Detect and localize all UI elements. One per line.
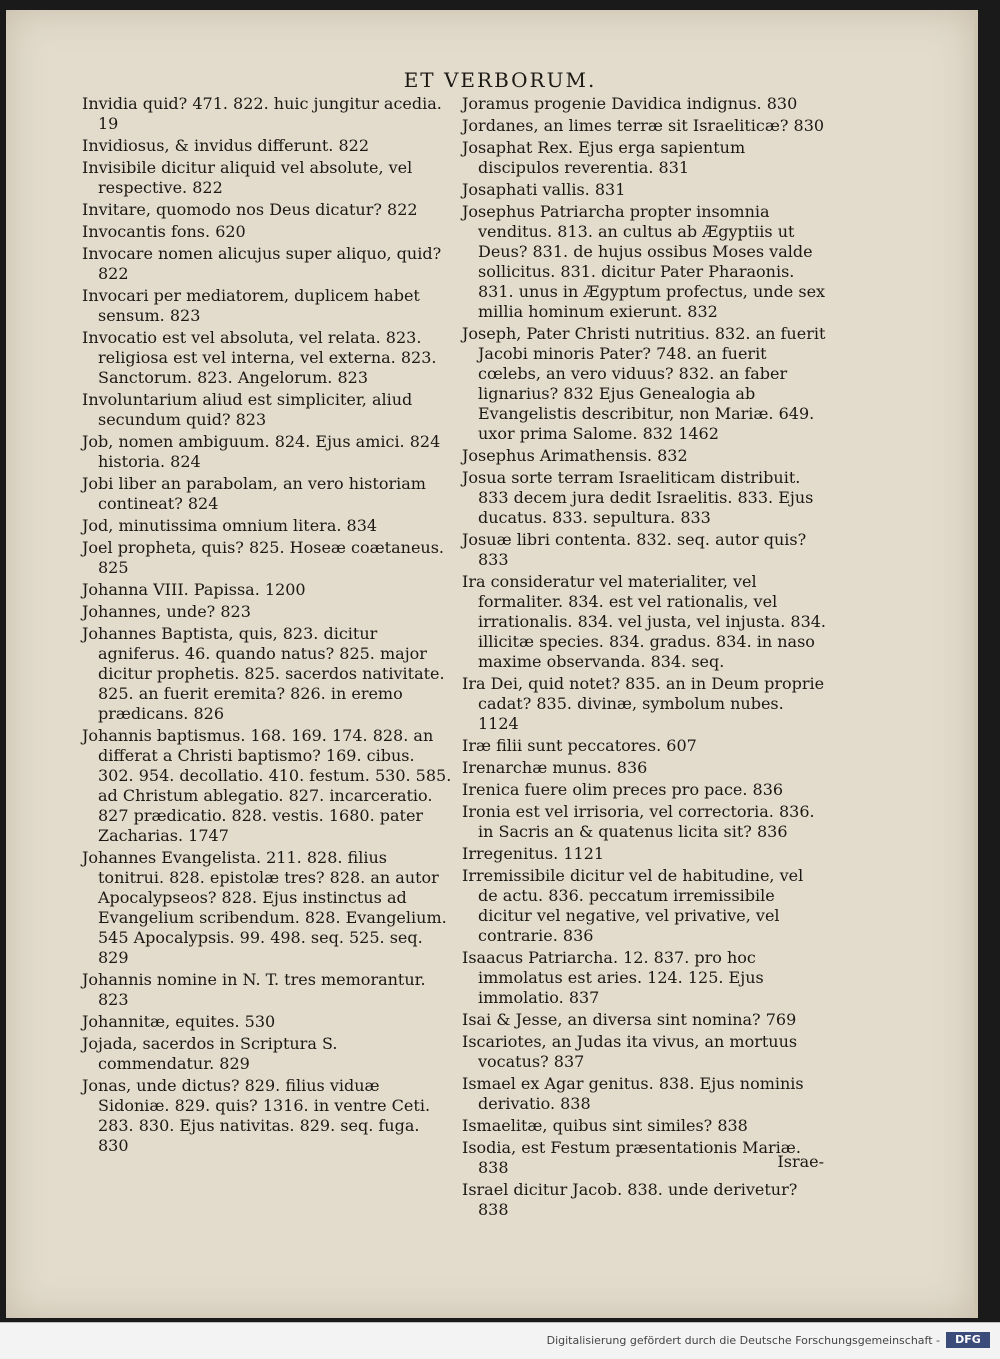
index-entry: Job, nomen ambiguum. 824. Ejus amici. 824 historia. 824: [82, 432, 441, 471]
index-entry: Jojada, sacerdos in Scriptura S. commendatur. 829: [82, 1034, 338, 1073]
index-entry: Irregenitus. 1121: [462, 844, 605, 863]
index-entry: Iscariotes, an Judas ita vivus, an mortuus vocatus? 837: [462, 1032, 798, 1071]
index-entry: Invocantis fons. 620: [82, 222, 246, 241]
index-entry: Johannis nomine in N. T. tres memorantur. 823: [82, 970, 426, 1009]
index-entry: Josephus Patriarcha propter insomnia venditus. 813. an cultus ab Ægyptiis ut Deus? 831. de hujus ossibus Moses valde sollicitus. 831. dicitur Pater Pharaonis. 831. unus in Ægyptum profectus, unde sex millia hominum exierunt. 832: [462, 202, 826, 321]
index-entry: Ismael ex Agar genitus. 838. Ejus nominis derivatio. 838: [462, 1074, 804, 1113]
index-entry: Johannes Baptista, quis, 823. dicitur agniferus. 46. quando natus? 825. major dicitur prophetis. 825. sacerdos nativitate. 825. an fuerit eremita? 826. in eremo prædicans. 826: [82, 624, 445, 723]
index-entry: Irenica fuere olim preces pro pace. 836: [462, 780, 784, 799]
index-entry: Josuæ libri contenta. 832. seq. autor quis? 833: [462, 530, 807, 569]
index-entry: Israel dicitur Jacob. 838. unde derivetur? 838: [462, 1180, 798, 1219]
index-column-left: [82, 94, 454, 1158]
index-entry: Invocatio est vel absoluta, vel relata. 823. religiosa est vel interna, vel externa. 823. Sanctorum. 823. Angelorum. 823: [82, 328, 437, 387]
index-entry: Ira consideratur vel materialiter, vel formaliter. 834. est vel rationalis, vel irrationalis. 834. vel justa, vel injusta. 834. illicitæ species. 834. gradus. 834. in naso maxime observanda. 834. seq.: [462, 572, 827, 671]
index-entry: Isodia, est Festum præsentationis Mariæ. 838: [462, 1138, 801, 1177]
index-entry: Joseph, Pater Christi nutritius. 832. an fuerit Jacobi minoris Pater? 748. an fuerit cœlebs, an vero viduus? 832. an faber lignarius? 832 Ejus Genealogia ab Evangelistis describitur, non Mariæ. 649. uxor prima Salome. 832 1462: [462, 324, 826, 443]
index-entry: Josaphati vallis. 831: [462, 180, 626, 199]
index-entry: Invisibile dicitur aliquid vel absolute, vel respective. 822: [82, 158, 413, 197]
index-entry: Josephus Arimathensis. 832: [462, 446, 688, 465]
index-entry: Invitare, quomodo nos Deus dicatur? 822: [82, 200, 418, 219]
index-entry: Jordanes, an limes terræ sit Israeliticæ? 830: [462, 116, 825, 135]
index-entry: Joramus progenie Davidica indignus. 830: [462, 94, 798, 113]
index-entry: Ira Dei, quid notet? 835. an in Deum proprie cadat? 835. divinæ, symbolum nubes. 1124: [462, 674, 825, 733]
index-entry: Johannes, unde? 823: [82, 602, 251, 621]
index-entry: Irremissibile dicitur vel de habitudine, vel de actu. 836. peccatum irremissibile dicitur vel negative, vel privative, vel contrarie. 836: [462, 866, 804, 945]
index-entry: Josua sorte terram Israeliticam distribuit. 833 decem jura dedit Israelitis. 833. Ejus ducatus. 833. sepultura. 833: [462, 468, 814, 527]
index-entry: Johanna VIII. Papissa. 1200: [82, 580, 306, 599]
index-entry: Ismaelitæ, quibus sint similes? 838: [462, 1116, 748, 1135]
index-entry: Josaphat Rex. Ejus erga sapientum discipulos reverentia. 831: [462, 138, 746, 177]
index-entry: Johannes Evangelista. 211. 828. filius tonitrui. 828. epistolæ tres? 828. an autor Apocalypseos? 828. Ejus instinctus ad Evangelium scribendum. 828. Evangelium. 545 Apocalypsis. 99. 498. seq. 525. seq. 829: [82, 848, 447, 967]
index-entry: Invidiosus, & invidus differunt. 822: [82, 136, 370, 155]
index-entry: Joel propheta, quis? 825. Hoseæ coætaneus. 825: [82, 538, 445, 577]
dfg-logo: DFG: [946, 1332, 990, 1348]
index-entry: Involuntarium aliud est simpliciter, aliud secundum quid? 823: [82, 390, 413, 429]
index-entry: Johannitæ, equites. 530: [82, 1012, 276, 1031]
index-entry: Iræ filii sunt peccatores. 607: [462, 736, 697, 755]
index-entry: Isai & Jesse, an diversa sint nomina? 769: [462, 1010, 797, 1029]
catchword: Israe-: [777, 1152, 824, 1171]
index-entry: Ironia est vel irrisoria, vel correctoria. 836. in Sacris an & quatenus licita sit? 836: [462, 802, 815, 841]
index-entry: Invocari per mediatorem, duplicem habet sensum. 823: [82, 286, 420, 325]
running-head: ET VERBORUM.: [403, 68, 597, 92]
footer-credit: Digitalisierung gefördert durch die Deutsche Forschungsgemeinschaft -: [546, 1334, 940, 1347]
digitization-footer: [0, 1322, 1000, 1359]
index-entry: Invidia quid? 471. 822. huic jungitur acedia. 19: [82, 94, 442, 133]
book-page: [6, 10, 978, 1318]
index-column-right: [462, 94, 828, 1222]
index-entry: Johannis baptismus. 168. 169. 174. 828. an differat a Christi baptismo? 169. cibus. 302. 954. decollatio. 410. festum. 530. 585. ad Christum ablegatio. 827. incarceratio. 827 prædicatio. 828. vestis. 1680. pater Zacharias. 1747: [82, 726, 452, 845]
index-entry: Jod, minutissima omnium litera. 834: [82, 516, 378, 535]
index-entry: Invocare nomen alicujus super aliquo, quid? 822: [82, 244, 442, 283]
index-entry: Irenarchæ munus. 836: [462, 758, 648, 777]
index-entry: Jonas, unde dictus? 829. filius viduæ Sidoniæ. 829. quis? 1316. in ventre Ceti. 283. 830. Ejus nativitas. 829. seq. fuga. 830: [82, 1076, 431, 1155]
index-entry: Jobi liber an parabolam, an vero historiam contineat? 824: [82, 474, 426, 513]
index-entry: Isaacus Patriarcha. 12. 837. pro hoc immolatus est aries. 124. 125. Ejus immolatio. 837: [462, 948, 764, 1007]
